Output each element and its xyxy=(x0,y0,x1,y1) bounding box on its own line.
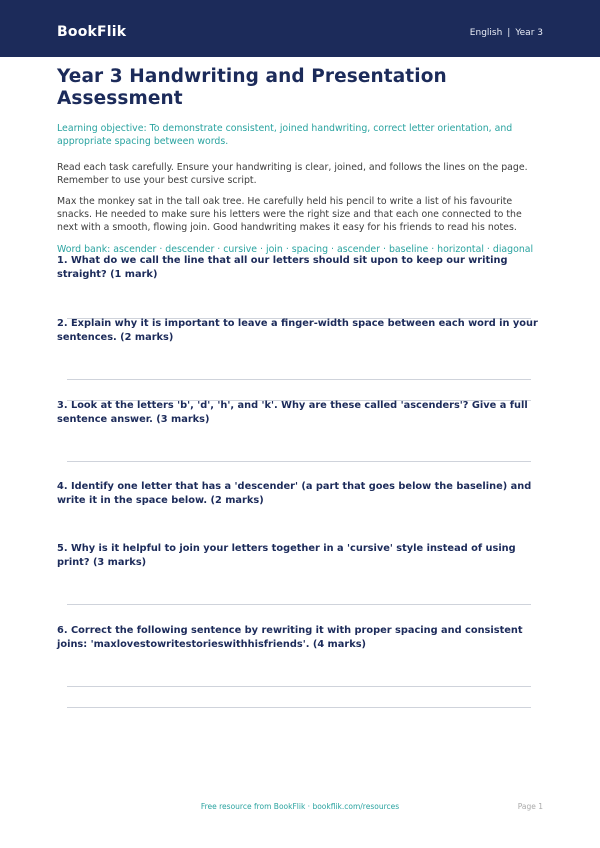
question-6 xyxy=(57,624,543,652)
answer-line[interactable] xyxy=(67,461,531,462)
page-title: Year 3 Handwriting and Presentation Assessment xyxy=(57,66,447,109)
question-text: 6. Correct the following sentence by rewriting it with proper spacing and consistent joins: 'maxlovestowritestorieswithhisfriends'. (4 marks) xyxy=(57,625,523,650)
learning-objective: Learning objective: To demonstrate consistent, joined handwriting, correct letter orientation, and appropriate spacing between words. xyxy=(57,123,513,147)
page-number: Page 1 xyxy=(517,802,543,811)
answer-line[interactable] xyxy=(67,707,531,708)
question-text: 4. Identify one letter that has a 'descender' (a part that goes below the baseline) and write it in the space below. (2 marks) xyxy=(57,481,532,506)
breadcrumb-subject[interactable]: English xyxy=(469,28,503,38)
breadcrumb-separator: | xyxy=(507,28,511,38)
brand-logo[interactable]: BookFlik xyxy=(57,24,127,40)
question-3 xyxy=(57,399,543,427)
instructions-text: Read each task carefully. Ensure your handwriting is clear, joined, and follows the lines on the page. Remember to use your best cursive script. xyxy=(57,162,528,186)
question-text: 2. Explain why it is important to leave a finger-width space between each word in your sentences. (2 marks) xyxy=(57,318,538,343)
questions-section xyxy=(57,0,543,848)
story-passage: Max the monkey sat in the tall oak tree. He carefully held his pencil to write a list of his favourite snacks. He needed to make sure his letters were the right size and that each one connected to the next with a smooth, flowing join. Good handwriting makes it easy for his friends to read his notes. xyxy=(57,196,522,233)
answer-line[interactable] xyxy=(67,604,531,605)
word-bank: Word bank: ascender · descender · cursive · join · spacing · ascender · baseline · horizontal · diagonal xyxy=(57,244,534,255)
question-text: 5. Why is it helpful to join your letters together in a 'cursive' style instead of using print? (3 marks) xyxy=(57,543,516,568)
footer-resource-link[interactable]: Free resource from BookFlik · bookflik.com/resources xyxy=(200,802,400,811)
question-text: 3. Look at the letters 'b', 'd', 'h', and 'k'. Why are these called 'ascenders'? Give a full sentence answer. (3 marks) xyxy=(57,400,528,425)
question-1 xyxy=(57,254,543,282)
question-2 xyxy=(57,317,543,345)
answer-line[interactable] xyxy=(67,379,531,380)
question-text: 1. What do we call the line that all our letters should sit upon to keep our writing straight? (1 mark) xyxy=(57,255,508,280)
answer-line[interactable] xyxy=(67,686,531,687)
question-5 xyxy=(57,542,543,570)
breadcrumb-year[interactable]: Year 3 xyxy=(515,28,543,38)
question-4 xyxy=(57,480,543,508)
